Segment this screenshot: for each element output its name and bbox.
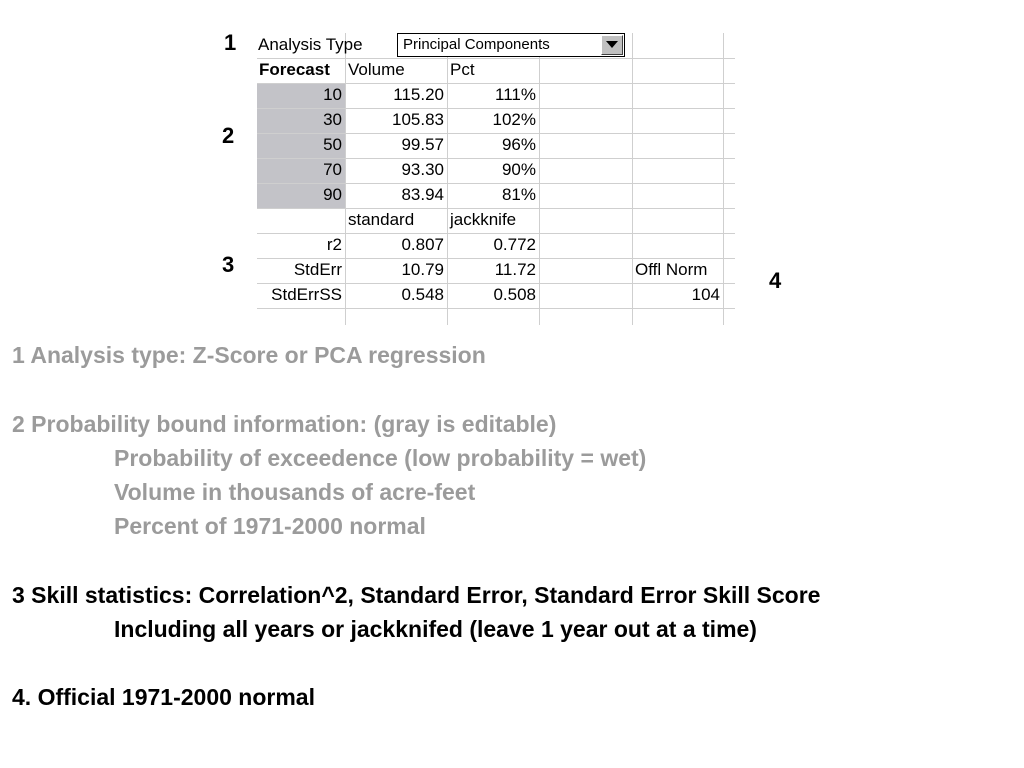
callout-4: 4	[769, 268, 782, 293]
pct-cell[interactable]: 96%	[501, 135, 536, 154]
chevron-down-icon	[606, 41, 618, 49]
volume-cell[interactable]: 83.94	[401, 185, 444, 204]
skill-label-cell[interactable]: StdErr	[293, 260, 342, 279]
gridline	[723, 33, 724, 325]
forecast-cell[interactable]: 30	[323, 110, 342, 129]
note-volume-units: Volume in thousands of acre-feet	[114, 479, 476, 505]
jackknife-cell[interactable]: 11.72	[494, 260, 536, 279]
standard-cell[interactable]: 0.807	[401, 235, 444, 254]
forecast-cell[interactable]: 10	[323, 85, 342, 104]
callout-1: 1	[224, 30, 237, 55]
volume-cell[interactable]: 93.30	[401, 160, 444, 179]
standard-cell[interactable]: 10.79	[401, 260, 444, 279]
pct-cell[interactable]: 81%	[501, 185, 536, 204]
forecast-cell[interactable]: 70	[323, 160, 342, 179]
forecast-header[interactable]: Forecast	[259, 60, 330, 79]
note-analysis-type: 1 Analysis type: Z-Score or PCA regression	[12, 342, 486, 368]
dropdown-arrow-button[interactable]	[601, 35, 623, 55]
forecast-cell[interactable]: 90	[323, 185, 342, 204]
note-jackknife: Including all years or jackknifed (leave 1 year out at a time)	[114, 616, 757, 642]
skill-label-cell[interactable]: r2	[326, 235, 342, 254]
note-skill-statistics: 3 Skill statistics: Correlation^2, Standard Error, Standard Error Skill Score	[12, 582, 821, 608]
standard-cell[interactable]: 0.548	[401, 285, 444, 304]
gridline	[257, 308, 735, 309]
skill-label-cell[interactable]: StdErrSS	[271, 285, 342, 304]
note-percent-normal: Percent of 1971-2000 normal	[114, 513, 426, 539]
callout-2: 2	[222, 123, 235, 148]
pct-cell[interactable]: 111%	[495, 85, 536, 104]
spreadsheet	[257, 33, 735, 325]
pct-cell[interactable]: 102%	[492, 110, 536, 129]
jackknife-header[interactable]: jackknife	[450, 210, 517, 229]
official-norm-label[interactable]: Offl Norm	[635, 260, 708, 279]
note-official-normal: 4. Official 1971-2000 normal	[12, 684, 315, 710]
jackknife-cell[interactable]: 0.508	[493, 285, 536, 304]
volume-cell[interactable]: 105.83	[392, 110, 444, 129]
volume-cell[interactable]: 99.57	[401, 135, 444, 154]
forecast-cell[interactable]: 50	[323, 135, 342, 154]
volume-cell[interactable]: 115.20	[393, 85, 444, 104]
analysis-type-value: Principal Components	[403, 36, 550, 53]
standard-header[interactable]: standard	[348, 210, 415, 229]
volume-header[interactable]: Volume	[348, 60, 405, 79]
callout-3: 3	[222, 252, 235, 277]
pct-header[interactable]: Pct	[450, 60, 475, 79]
pct-cell[interactable]: 90%	[501, 160, 536, 179]
note-exceedence: Probability of exceedence (low probability = wet)	[114, 445, 647, 471]
gridline	[539, 33, 540, 325]
jackknife-cell[interactable]: 0.772	[493, 235, 536, 254]
official-norm-value[interactable]: 104	[691, 285, 720, 304]
note-probability-bounds: 2 Probability bound information: (gray is editable)	[12, 411, 557, 437]
analysis-type-dropdown[interactable]	[397, 33, 625, 57]
analysis-type-label: Analysis Type	[258, 35, 363, 54]
